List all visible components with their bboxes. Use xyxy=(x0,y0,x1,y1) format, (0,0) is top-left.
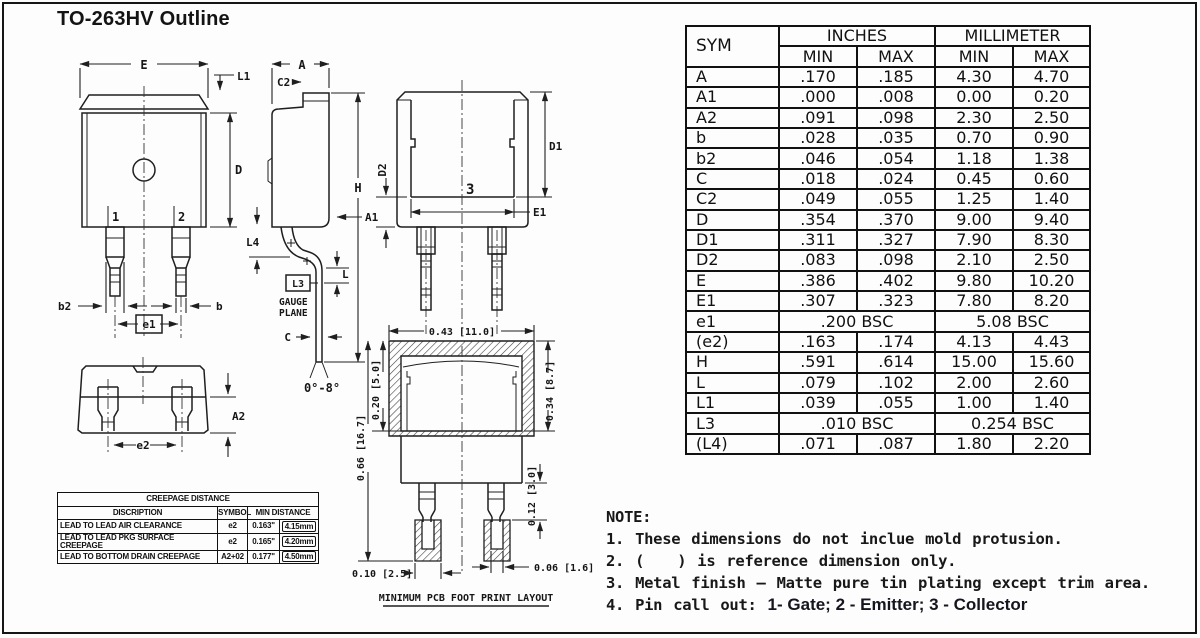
gauge-plane-label-1: GAUGE xyxy=(279,297,308,308)
dim-b2-label: b2 xyxy=(58,300,72,313)
dimension-table xyxy=(685,25,1091,455)
mm-max-cell: 2.50 xyxy=(1013,108,1090,128)
mm-min-cell: 0.70 xyxy=(935,128,1013,148)
dim-L1-label: L1 xyxy=(237,70,251,83)
mm-min-cell: 2.10 xyxy=(935,250,1013,270)
dim-C-label: C xyxy=(284,331,291,344)
pin2-label: 2 xyxy=(178,210,186,224)
dim-row xyxy=(686,250,1090,270)
sym-cell: e1 xyxy=(686,311,779,331)
in-max-cell: .098 xyxy=(857,108,935,128)
sym-cell: E1 xyxy=(686,291,779,311)
in-max-header: MAX xyxy=(857,46,935,66)
sym-cell: C2 xyxy=(686,189,779,209)
lead-angle-label: 0°-8° xyxy=(303,381,341,395)
in-max-cell: .054 xyxy=(857,148,935,168)
creepage-table xyxy=(57,492,319,564)
in-min-cell: .354 xyxy=(779,210,857,230)
mm-min-cell: 1.18 xyxy=(935,148,1013,168)
mm-min-cell: 7.90 xyxy=(935,230,1013,250)
gauge-plane-label-2: PLANE xyxy=(279,308,308,319)
dim-L-label: L xyxy=(342,268,349,281)
dim-H-label: H xyxy=(354,181,362,195)
sym-cell: D2 xyxy=(686,250,779,270)
note-item-4 xyxy=(606,594,1191,616)
creepage-inches-cell: 0.163" xyxy=(248,520,280,534)
note-item-2: 2. ( ) is reference dimension only. xyxy=(606,552,957,570)
dim-L3-label: L3 xyxy=(291,279,305,290)
sym-cell: b2 xyxy=(686,148,779,168)
dim-header-row xyxy=(686,26,1090,46)
in-min-cell: .049 xyxy=(779,189,857,209)
mm-max-cell: 2.20 xyxy=(1013,434,1090,454)
creepage-symbol-cell: A2+02 xyxy=(218,550,248,564)
footprint-lead-offset-label: 0.12 [3.0] xyxy=(527,465,538,527)
sym-cell: A2 xyxy=(686,108,779,128)
in-min-cell: .083 xyxy=(779,250,857,270)
dim-E-label: E xyxy=(140,58,148,72)
in-max-cell: .055 xyxy=(857,189,935,209)
sym-cell: D xyxy=(686,210,779,230)
mm-min-cell: 15.00 xyxy=(935,352,1013,372)
dim-D-label: D xyxy=(235,163,243,177)
sym-cell: (e2) xyxy=(686,332,779,352)
sym-cell: A1 xyxy=(686,87,779,107)
millimeter-header: MILLIMETER xyxy=(935,26,1090,46)
dim-row xyxy=(686,291,1090,311)
creepage-mm-value: 4.15mm xyxy=(282,521,317,532)
footprint-pad-width-label: 0.10 [2.5] xyxy=(352,569,413,580)
footprint-width-label: 0.43 [11.0] xyxy=(428,327,496,338)
dim-row xyxy=(686,230,1090,250)
creepage-mm-cell xyxy=(280,550,319,564)
dim-D2-label: D2 xyxy=(376,163,389,177)
notes-section xyxy=(606,506,1191,616)
mm-max-cell: 0.90 xyxy=(1013,128,1090,148)
mm-min-cell: 4.13 xyxy=(935,332,1013,352)
dim-row xyxy=(686,311,1090,331)
footprint-inner-height-label: 0.20 [5.0] xyxy=(371,359,382,421)
mm-min-cell: 4.30 xyxy=(935,67,1013,87)
in-max-cell: .098 xyxy=(857,250,935,270)
in-min-cell: .046 xyxy=(779,148,857,168)
mm-max-cell: 0.20 xyxy=(1013,87,1090,107)
in-min-cell: .091 xyxy=(779,108,857,128)
in-max-cell: .102 xyxy=(857,373,935,393)
mm-min-cell: 9.00 xyxy=(935,210,1013,230)
dim-row xyxy=(686,87,1090,107)
mm-min-cell: 2.00 xyxy=(935,373,1013,393)
in-bsc-cell: .010 BSC xyxy=(779,413,935,433)
in-min-cell: .079 xyxy=(779,373,857,393)
creepage-min-distance-header: MIN DISTANCE xyxy=(248,506,319,520)
in-bsc-cell: .200 BSC xyxy=(779,311,935,331)
mm-max-cell: 9.40 xyxy=(1013,210,1090,230)
creepage-mm-cell xyxy=(280,520,319,534)
dim-C2-label: C2 xyxy=(277,76,291,89)
in-max-cell: .323 xyxy=(857,291,935,311)
creepage-desc-cell: LEAD TO LEAD AIR CLEARANCE xyxy=(58,520,218,534)
mm-max-cell: 1.38 xyxy=(1013,148,1090,168)
in-max-cell: .055 xyxy=(857,393,935,413)
footprint-lead-width-label: 0.06 [1.6] xyxy=(534,563,595,574)
dim-row xyxy=(686,413,1090,433)
in-max-cell: .035 xyxy=(857,128,935,148)
dim-A1-label: A1 xyxy=(365,211,379,224)
pin3-label: 3 xyxy=(466,182,475,198)
sym-cell: L xyxy=(686,373,779,393)
front-view xyxy=(58,58,251,338)
mm-bsc-cell: 5.08 BSC xyxy=(935,311,1090,331)
dim-E1-label: E1 xyxy=(533,206,547,219)
mm-min-header: MIN xyxy=(935,46,1013,66)
in-min-cell: .071 xyxy=(779,434,857,454)
in-max-cell: .327 xyxy=(857,230,935,250)
creepage-header-row xyxy=(58,506,319,520)
dim-L4-label: L4 xyxy=(246,236,260,249)
sym-cell: D1 xyxy=(686,230,779,250)
mm-min-cell: 1.25 xyxy=(935,189,1013,209)
pcb-footprint xyxy=(352,325,594,606)
in-min-cell: .311 xyxy=(779,230,857,250)
sym-header: SYM xyxy=(686,26,779,67)
in-min-cell: .039 xyxy=(779,393,857,413)
dim-b-label: b xyxy=(216,300,223,313)
in-min-cell: .591 xyxy=(779,352,857,372)
in-min-header: MIN xyxy=(779,46,857,66)
mm-max-cell: 8.30 xyxy=(1013,230,1090,250)
in-min-cell: .028 xyxy=(779,128,857,148)
mm-min-cell: 0.00 xyxy=(935,87,1013,107)
mm-min-cell: 1.80 xyxy=(935,434,1013,454)
dim-row xyxy=(686,67,1090,87)
creepage-desc-header: DISCRIPTION xyxy=(58,506,218,520)
creepage-title-row xyxy=(58,493,319,507)
dim-row xyxy=(686,169,1090,189)
in-max-cell: .024 xyxy=(857,169,935,189)
in-min-cell: .018 xyxy=(779,169,857,189)
in-max-cell: .174 xyxy=(857,332,935,352)
mm-max-cell: 1.40 xyxy=(1013,393,1090,413)
dim-row xyxy=(686,148,1090,168)
back-view xyxy=(376,80,563,334)
bottom-view xyxy=(78,357,245,457)
mm-min-cell: 9.80 xyxy=(935,271,1013,291)
creepage-title: CREEPAGE DISTANCE xyxy=(58,493,319,507)
dim-e2-label: e2 xyxy=(136,439,150,452)
creepage-symbol-cell: e2 xyxy=(218,533,248,550)
creepage-row xyxy=(58,533,319,550)
dim-row xyxy=(686,189,1090,209)
mm-max-cell: 10.20 xyxy=(1013,271,1090,291)
mm-max-cell: 2.60 xyxy=(1013,373,1090,393)
creepage-desc-cell: LEAD TO LEAD PKG SURFACE CREEPAGE xyxy=(58,533,218,550)
footprint-pad-height-label: 0.34 [8.7] xyxy=(545,360,556,422)
mm-min-cell: 2.30 xyxy=(935,108,1013,128)
mm-min-cell: 0.45 xyxy=(935,169,1013,189)
dim-row xyxy=(686,108,1090,128)
in-min-cell: .163 xyxy=(779,332,857,352)
mm-max-cell: 2.50 xyxy=(1013,250,1090,270)
mm-min-cell: 1.00 xyxy=(935,393,1013,413)
creepage-mm-value: 4.20mm xyxy=(282,536,317,547)
in-min-cell: .307 xyxy=(779,291,857,311)
creepage-inches-cell: 0.177" xyxy=(248,550,280,564)
dim-A2-label: A2 xyxy=(232,410,246,423)
sym-cell: A xyxy=(686,67,779,87)
in-max-cell: .087 xyxy=(857,434,935,454)
sym-cell: E xyxy=(686,271,779,291)
dim-e1-label: e1 xyxy=(142,318,156,331)
in-max-cell: .370 xyxy=(857,210,935,230)
mm-max-cell: 0.60 xyxy=(1013,169,1090,189)
mm-max-cell: 15.60 xyxy=(1013,352,1090,372)
sym-cell: H xyxy=(686,352,779,372)
sym-cell: L3 xyxy=(686,413,779,433)
creepage-mm-cell xyxy=(280,533,319,550)
dim-row xyxy=(686,434,1090,454)
note-item-4-prefix: 4. Pin call out: xyxy=(606,596,768,614)
notes-heading: NOTE: xyxy=(606,508,652,526)
side-view xyxy=(246,58,379,395)
creepage-symbol-cell: e2 xyxy=(218,520,248,534)
sym-cell: (L4) xyxy=(686,434,779,454)
in-min-cell: .386 xyxy=(779,271,857,291)
in-max-cell: .614 xyxy=(857,352,935,372)
footprint-caption: MINIMUM PCB FOOT PRINT LAYOUT xyxy=(378,593,554,604)
mm-max-cell: 4.70 xyxy=(1013,67,1090,87)
dim-row xyxy=(686,210,1090,230)
sym-cell: C xyxy=(686,169,779,189)
mm-max-cell: 4.43 xyxy=(1013,332,1090,352)
dim-row xyxy=(686,271,1090,291)
note-item-3: 3. Metal finish – Matte pure tin plating except trim area. xyxy=(606,574,1150,592)
in-min-cell: .170 xyxy=(779,67,857,87)
dim-D1-label: D1 xyxy=(549,140,563,153)
creepage-inches-cell: 0.165" xyxy=(248,533,280,550)
creepage-desc-cell: LEAD TO BOTTOM DRAIN CREEPAGE xyxy=(58,550,218,564)
dim-row xyxy=(686,332,1090,352)
creepage-mm-value: 4.50mm xyxy=(282,551,317,562)
in-min-cell: .000 xyxy=(779,87,857,107)
mm-max-header: MAX xyxy=(1013,46,1090,66)
creepage-symbol-header: SYMBOL xyxy=(218,506,248,520)
dim-row xyxy=(686,128,1090,148)
note-item-1: 1. These dimensions do not inclue mold protusion. xyxy=(606,530,1063,548)
sym-cell: L1 xyxy=(686,393,779,413)
in-max-cell: .402 xyxy=(857,271,935,291)
in-max-cell: .185 xyxy=(857,67,935,87)
dim-row xyxy=(686,352,1090,372)
dim-A-label: A xyxy=(298,58,306,72)
dim-row xyxy=(686,373,1090,393)
mm-min-cell: 7.80 xyxy=(935,291,1013,311)
page-title: TO-263HV Outline xyxy=(57,8,230,30)
mm-max-cell: 8.20 xyxy=(1013,291,1090,311)
mm-max-cell: 1.40 xyxy=(1013,189,1090,209)
sym-cell: b xyxy=(686,128,779,148)
pin-callout: 1- Gate; 2 - Emitter; 3 - Collector xyxy=(767,595,1028,614)
creepage-row xyxy=(58,550,319,564)
in-max-cell: .008 xyxy=(857,87,935,107)
pin1-label: 1 xyxy=(112,210,120,224)
mm-bsc-cell: 0.254 BSC xyxy=(935,413,1090,433)
creepage-row xyxy=(58,520,319,534)
footprint-total-height-label: 0.66 [16.7] xyxy=(356,414,367,482)
inches-header: INCHES xyxy=(779,26,935,46)
dim-row xyxy=(686,393,1090,413)
